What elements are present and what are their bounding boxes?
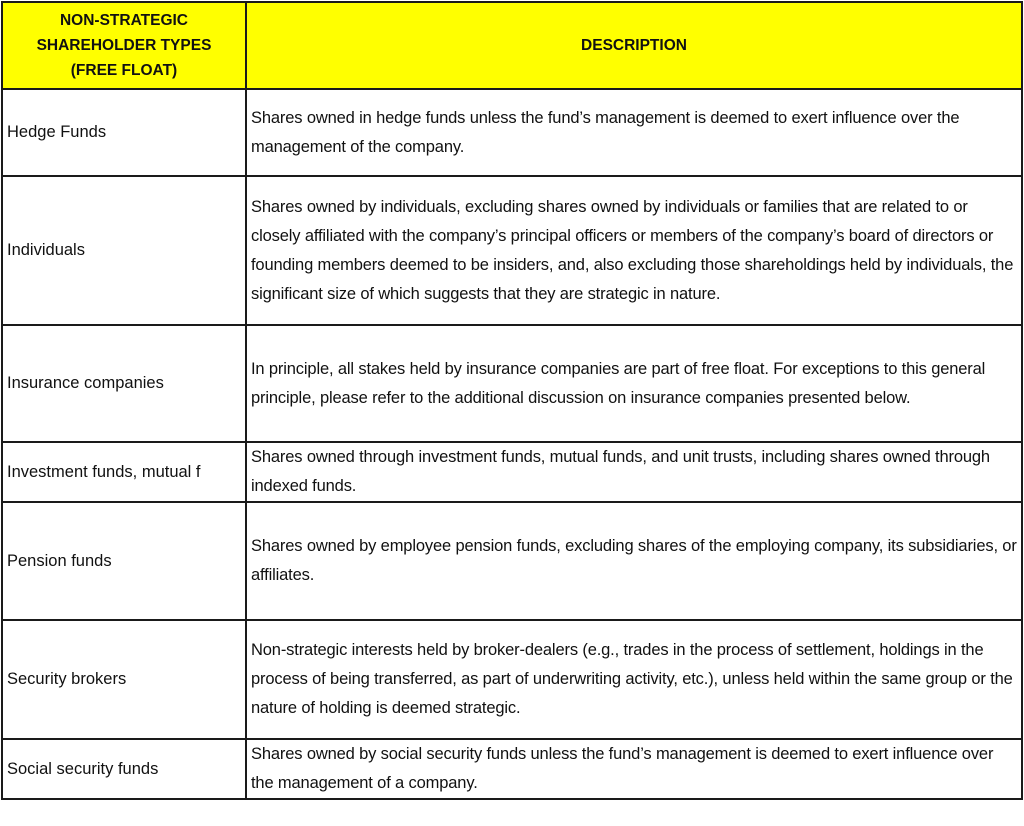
free-float-table xyxy=(1,1,1023,800)
shareholder-type-cell: Insurance companies xyxy=(2,325,246,442)
shareholder-type-cell: Individuals xyxy=(2,176,246,325)
table-row xyxy=(2,502,1022,620)
table-row xyxy=(2,620,1022,739)
header-line: SHAREHOLDER TYPES xyxy=(36,37,212,54)
description-text: Shares owned by employee pension funds, excluding shares of the employing company, its subsidiaries, or affiliates. xyxy=(251,537,1017,584)
description-cell xyxy=(246,620,1022,739)
table-row xyxy=(2,739,1022,799)
table-row xyxy=(2,325,1022,442)
shareholder-type-cell: Investment funds, mutual f xyxy=(2,442,246,502)
header-description: DESCRIPTION xyxy=(246,2,1022,89)
header-row xyxy=(2,2,1022,89)
description-text: Shares owned by individuals, excluding shares owned by individuals or families that are related to or closely affiliated with the company’s principal officers or members of the company’s board of directors or founding members deemed to be insiders, and, also excluding those shareholdings held by individuals, the significant size of which suggests that they are strategic in nature. xyxy=(251,197,1014,303)
shareholder-type-cell: Social security funds xyxy=(2,739,246,799)
table-row xyxy=(2,442,1022,502)
description-text: In principle, all stakes held by insurance companies are part of free float. For exceptions to this general principle, please refer to the additional discussion on insurance companies presented below. xyxy=(251,359,986,407)
description-cell xyxy=(246,739,1022,799)
table-row xyxy=(2,176,1022,325)
table-row xyxy=(2,89,1022,176)
description-text: Shares owned by social security funds unless the fund’s management is deemed to exert influence over the management of a company. xyxy=(251,745,994,792)
description-text: Non-strategic interests held by broker-dealers (e.g., trades in the process of settlement, holdings in the process of being transferred, as part of underwriting activity, etc.), unless held within the same group or the nature of holding is deemed strategic. xyxy=(251,641,1013,717)
header-line: (FREE FLOAT) xyxy=(70,62,178,79)
description-cell xyxy=(246,89,1022,176)
description-text: Shares owned in hedge funds unless the fund’s management is deemed to exert influence over the management of the company. xyxy=(251,108,960,156)
shareholder-type-cell: Security brokers xyxy=(2,620,246,739)
header-shareholder-types xyxy=(2,2,246,89)
header-line: NON-STRATEGIC xyxy=(59,12,188,29)
description-text: Shares owned through investment funds, mutual funds, and unit trusts, including shares owned through indexed funds. xyxy=(251,448,990,495)
shareholder-type-cell: Hedge Funds xyxy=(2,89,246,176)
description-cell xyxy=(246,325,1022,442)
description-cell xyxy=(246,176,1022,325)
description-cell xyxy=(246,502,1022,620)
shareholder-type-cell: Pension funds xyxy=(2,502,246,620)
description-cell xyxy=(246,442,1022,502)
